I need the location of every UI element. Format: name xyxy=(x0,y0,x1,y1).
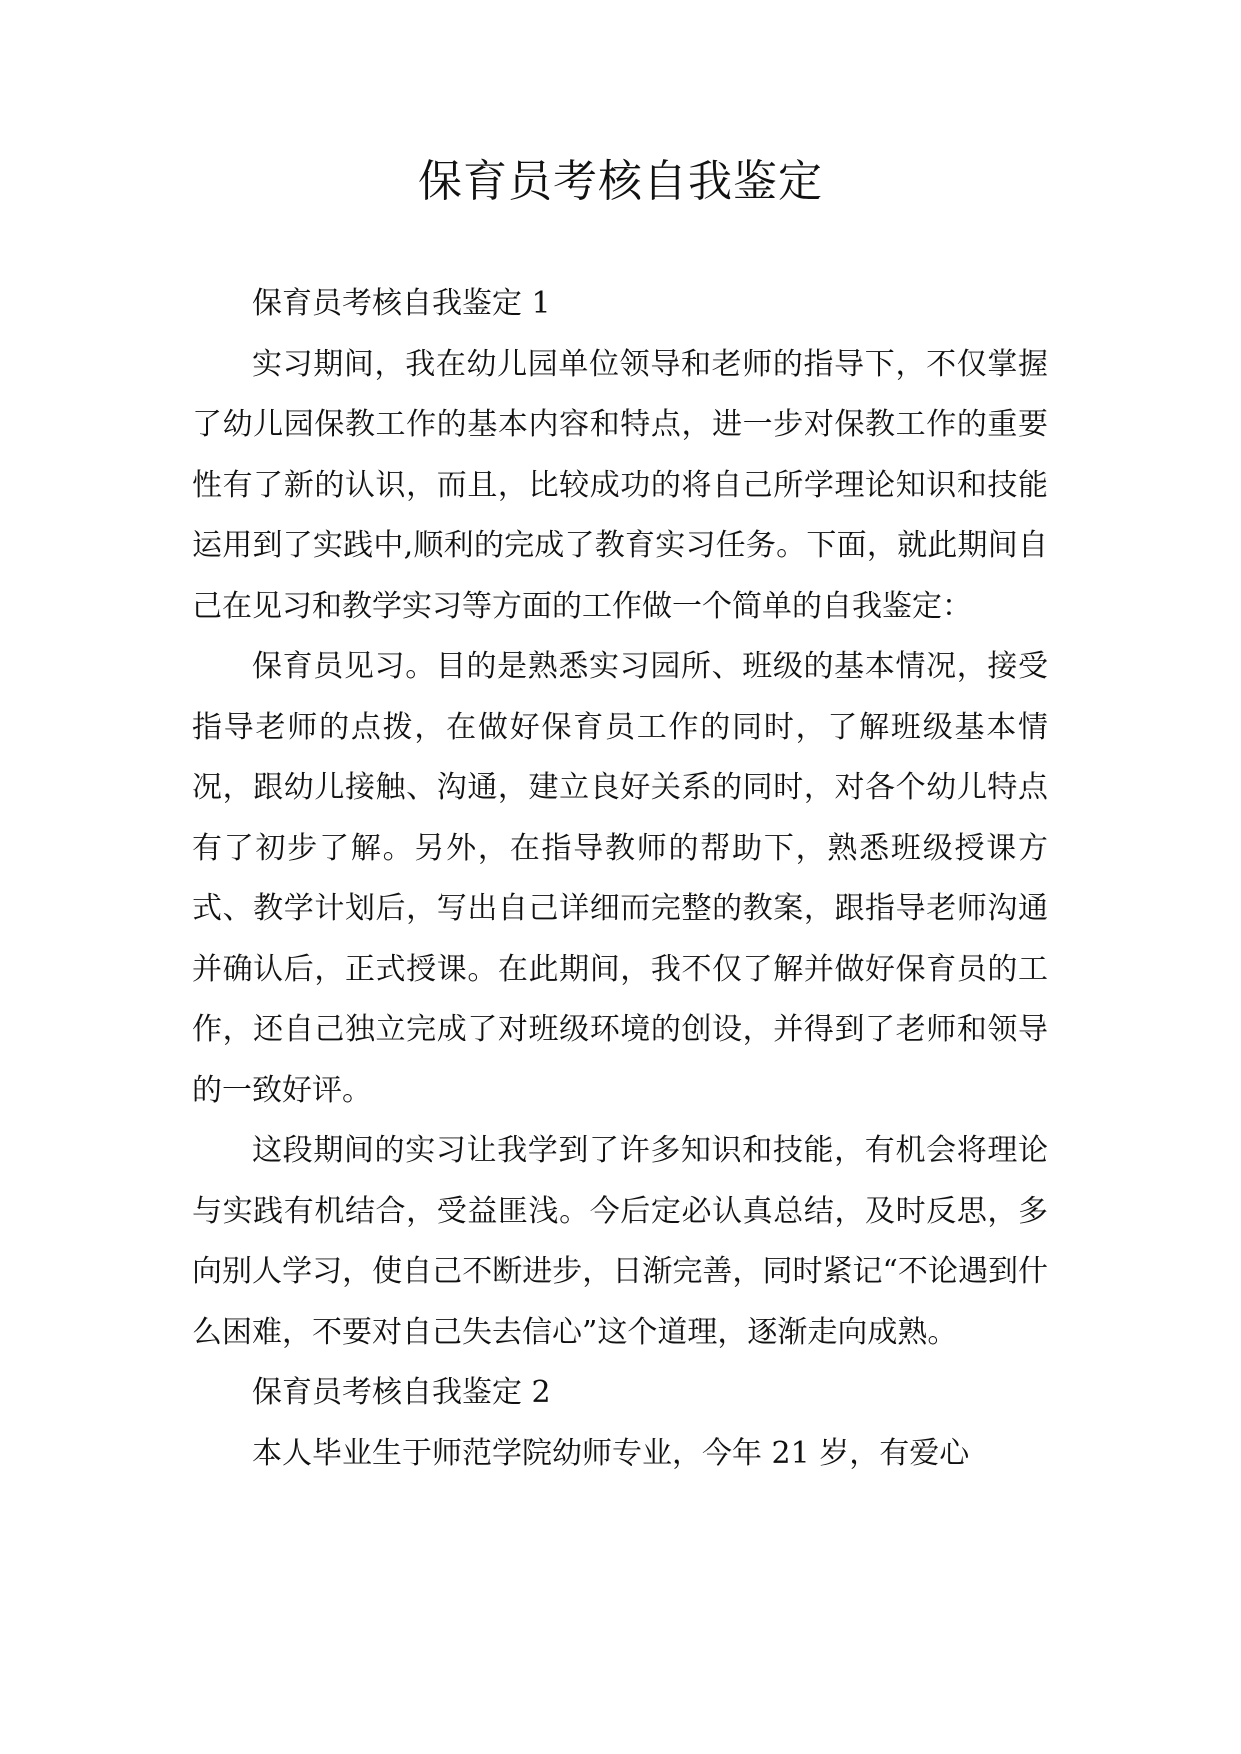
paragraph: 实习期间，我在幼儿园单位领导和老师的指导下，不仅掌握了幼儿园保教工作的基本内容和特点，进一步对保教工作的重要性有了新的认识，而且，比较成功的将自己所学理论知识和技能运用到了实践中,顺利的完成了教育实习任务。下面，就此期间自己在见习和教学实习等方面的工作做一个简单的自我鉴定： xyxy=(192,346,1048,624)
document-body xyxy=(192,274,1048,1484)
paragraph: 本人毕业生于师范学院幼师专业，今年 21 岁，有爱心 xyxy=(252,1435,970,1471)
document-title: 保育员考核自我鉴定 xyxy=(418,156,823,207)
paragraph: 这段期间的实习让我学到了许多知识和技能，有机会将理论与实践有机结合，受益匪浅。今后定必认真总结，及时反思，多向别人学习，使自己不断进步，日渐完善，同时紧记“不论遇到什么困难，不要对自己失去信心”这个道理，逐渐走向成熟。 xyxy=(192,1133,1048,1350)
section-heading: 保育员考核自我鉴定 2 xyxy=(252,1375,551,1410)
paragraph: 保育员见习。目的是熟悉实习园所、班级的基本情况，接受指导老师的点拨，在做好保育员工作的同时，了解班级基本情况，跟幼儿接触、沟通，建立良好关系的同时，对各个幼儿特点有了初步了解。另外，在指导教师的帮助下，熟悉班级授课方式、教学计划后，写出自己详细而完整的教案，跟指导老师沟通并确认后，正式授课。在此期间，我不仅了解并做好保育员的工作，还自己独立完成了对班级环境的创设，并得到了老师和领导的一致好评。 xyxy=(192,649,1048,1108)
section-heading: 保育员考核自我鉴定 1 xyxy=(252,286,551,321)
